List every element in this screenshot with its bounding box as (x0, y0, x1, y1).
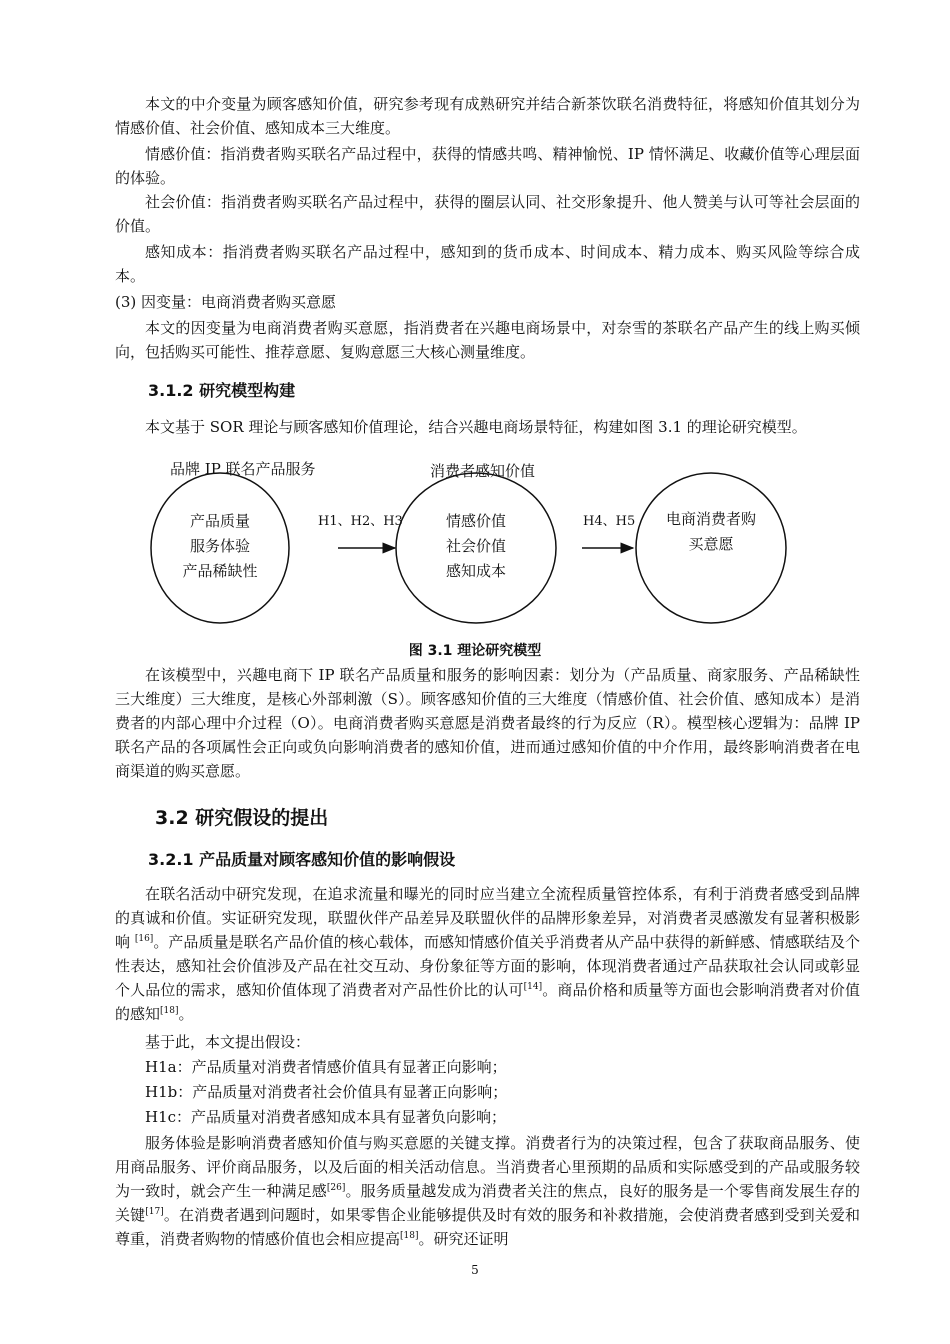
paragraph-hypothesis-intro: 基于此，本文提出假设： (145, 1033, 311, 1051)
arrow-label-hypotheses-2: H4、H5 (583, 514, 636, 529)
text-run: 。服务质量越发成为消费者关注的焦点，良好的服务是一个零售商发展生存的关键 (115, 1182, 860, 1224)
citation: [14] (523, 982, 543, 992)
paragraph-emotional-value: 情感价值：指消费者购买联名产品过程中，获得的情感共鸣、精神愉悦、IP 情怀满足、收藏价值等心理层面的体验。 (115, 145, 860, 187)
paragraph-mediator: 本文的中介变量为顾客感知价值，研究参考现有成熟研究并结合新茶饮联名消费特征，将感知价值其划分为情感价值、社会价值、感知成本三大维度。 (115, 95, 860, 137)
paragraph-perceived-cost: 感知成本：指消费者购买联名产品过程中，感知到的货币成本、时间成本、精力成本、购买风险等综合成本。 (115, 243, 860, 285)
diagram-label-stimulus: 品牌 IP 联名产品服务 (170, 460, 316, 478)
stimulus-node-text (170, 509, 270, 584)
node-item: 感知成本 (445, 562, 506, 580)
arrow-label-hypotheses-1: H1、H2、H3 (318, 514, 403, 529)
text-run: 。 (178, 1005, 194, 1023)
text-run: 。产品质量是联名产品价值的核心载体，而感知情感价值关乎消费者从产品中获得的新鲜感、情感联结及个性表达，感知社会价值涉及产品在社交互动、身份象征等方面的影响，体现消费者通过产品获取社会认同或彰显个人品位的需求，感知价值体现了消费者对产品性价比的认可 (115, 933, 860, 999)
paragraph-dependent-variable: 本文的因变量为电商消费者购买意愿，指消费者在兴趣电商场景中，对奈雪的茶联名产品产生的线上购买倾向，包括购买可能性、推荐意愿、复购意愿三大核心测量维度。 (115, 319, 860, 361)
citation: [18] (160, 1006, 179, 1016)
paragraph-service-experience (115, 1131, 860, 1251)
hypothesis-h1a: H1a：产品质量对消费者情感价值具有显著正向影响； (145, 1058, 507, 1076)
figure-caption: 图 3.1 理论研究模型 (408, 643, 542, 659)
page-number: 5 (471, 1263, 479, 1277)
citation: [16] (134, 934, 154, 944)
node-item: 产品稀缺性 (182, 562, 258, 580)
text-run: 服务体验是影响消费者感知价值与购买意愿的关键支撑。消费者行为的决策过程，包含了获取商品服务、使用商品服务、评价商品服务，以及后面的相关活动信息。当消费者心里预期的品质和实际感受到的产品或服务较为一致时，就会产生一种满足感 (115, 1134, 860, 1200)
section-heading-3-1-2: 3.1.2 研究模型构建 (148, 381, 296, 400)
hypothesis-h1b: H1b：产品质量对消费者社会价值具有显著正向影响； (145, 1083, 508, 1101)
section-heading-3-2-1: 3.2.1 产品质量对顾客感知价值的影响假设 (148, 850, 456, 869)
list-item-dependent-variable: (3) 因变量：电商消费者购买意愿 (115, 293, 337, 311)
text-run: 。在消费者遇到问题时，如果零售企业能够提供及时有效的服务和补救措施，会使消费者感到受到关爱和尊重，消费者购物的情感价值也会相应提高 (115, 1206, 860, 1248)
paragraph-model-description: 在该模型中，兴趣电商下 IP 联名产品质量和服务的影响因素：划分为（产品质量、商家服务、产品稀缺性三大维度）三大维度，是核心外部刺激（S）。顾客感知价值的三大维度（情感价值、社会价值、感知成本）是消费者的内部心理中介过程（O）。电商消费者购买意愿是消费者最终的行为反应（R）。模型核心逻辑为：品牌 IP 联名产品的各项属性会正向或负向影响消费者的感知价值，进而通过感知价值的中介作用，最终影响消费者在电商渠道的购买意愿。 (115, 666, 860, 780)
citation: [18] (400, 1231, 419, 1241)
paragraph-model-intro: 本文基于 SOR 理论与顾客感知价值理论，结合兴趣电商场景特征，构建如图 3.1 的理论研究模型。 (145, 418, 807, 436)
paragraph-quality-literature (115, 882, 860, 1026)
diagram-label-organism: 消费者感知价值 (430, 462, 536, 480)
hypothesis-h1c: H1c：产品质量对消费者感知成本具有显著负向影响； (145, 1108, 507, 1126)
node-item: 电商消费者购 (665, 510, 756, 528)
response-node-text (651, 507, 771, 557)
node-item: 情感价值 (445, 512, 506, 530)
citation: [17] (145, 1207, 164, 1217)
node-item: 服务体验 (189, 537, 250, 555)
organism-node-text (426, 509, 526, 584)
citation: [26] (326, 1183, 346, 1193)
text-run: 在联名活动中研究发现，在追求流量和曝光的同时应当建立全流程质量管控体系，有利于消费者感受到品牌的真诚和价值。实证研究发现，联盟伙伴产品差异及联盟伙伴的品牌形象差异，对消费者灵感激发有显著积极影响 (115, 885, 860, 951)
text-run: 。研究还证明 (418, 1230, 509, 1248)
node-item: 社会价值 (445, 537, 506, 555)
text-run: 。商品价格和质量等方面也会影响消费者对价值的感知 (115, 981, 860, 1023)
paragraph-social-value: 社会价值：指消费者购买联名产品过程中，获得的圈层认同、社交形象提升、他人赞美与认可等社会层面的价值。 (115, 193, 860, 235)
node-item: 买意愿 (688, 535, 734, 553)
section-heading-3-2: 3.2 研究假设的提出 (155, 807, 329, 829)
node-item: 产品质量 (189, 512, 250, 530)
